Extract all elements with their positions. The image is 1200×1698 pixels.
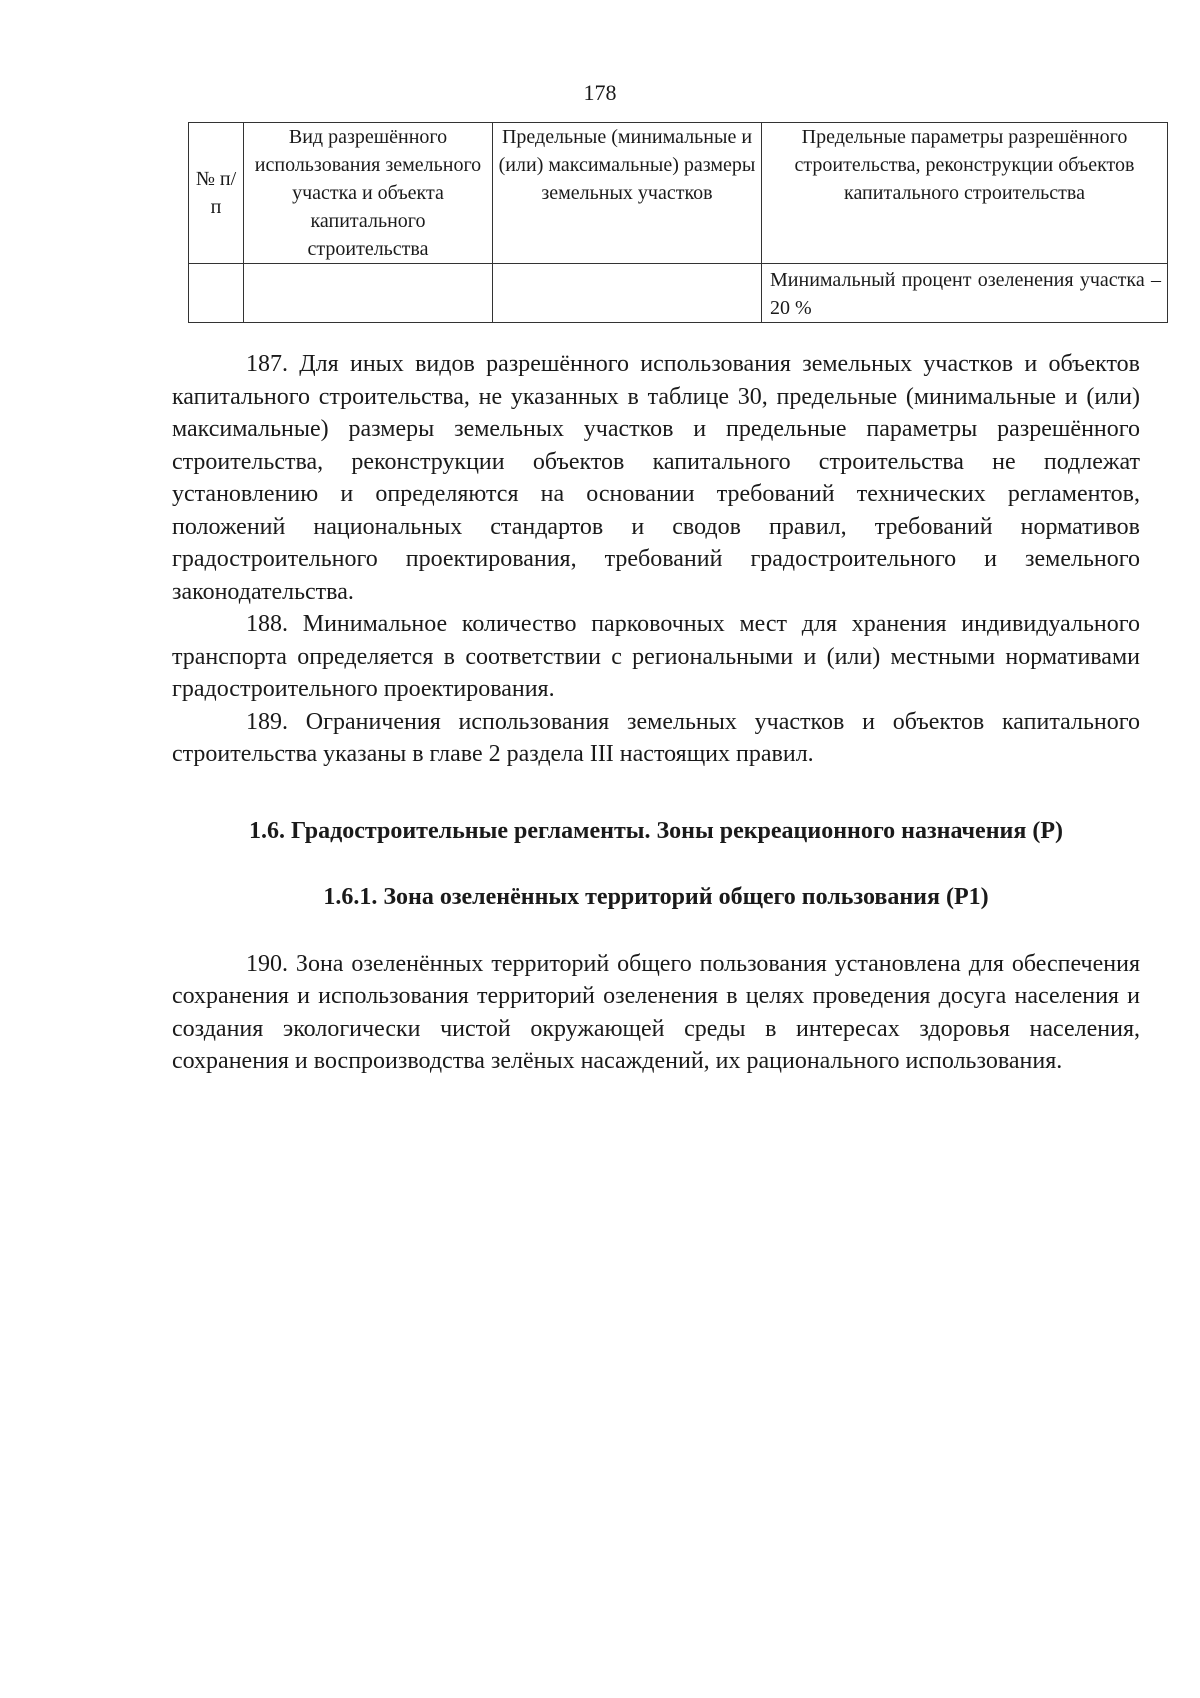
document-body	[172, 348, 1140, 1078]
page-number: 178	[583, 80, 617, 105]
table-cell	[189, 264, 244, 323]
header-plot-size-limits: Предельные (минимальные и (или) максимальные) размеры земельных участков	[493, 123, 762, 264]
header-permitted-use: Вид разрешённого использования земельного участка и объекта капитального строительства	[244, 123, 493, 264]
table-cell: Минимальный процент озеленения участка – 20 %	[762, 264, 1168, 323]
table-cell	[493, 264, 762, 323]
parameters-table	[188, 122, 1168, 323]
paragraph-187: 187. Для иных видов разрешённого использования земельных участков и объектов капитального строительства, не указанных в таблице 30, предельные (минимальные и (или) максимальные) размеры земельных участков и предельные параметры разрешённого строительства, реконструкции объектов капитального строительства не подлежат установлению и определяются на основании требований технических регламентов, положений национальных стандартов и сводов правил, требований нормативов градостроительного проектирования, требований градостроительного и земельного законодательства.	[172, 351, 1140, 605]
header-construction-parameters: Предельные параметры разрешённого строительства, реконструкции объектов капитального строительства	[762, 123, 1168, 264]
table-header-row	[189, 123, 1168, 264]
subsection-heading: 1.6.1. Зона озеленённых территорий общего пользования (Р1)	[323, 884, 989, 910]
paragraph-188: 188. Минимальное количество парковочных мест для хранения индивидуального транспорта определяется в соответствии с региональными и (или) местными нормативами градостроительного проектирования.	[172, 611, 1140, 702]
header-number: № п/п	[189, 123, 244, 264]
table-cell	[244, 264, 493, 323]
table-row	[189, 264, 1168, 323]
paragraph-190: 190. Зона озеленённых территорий общего пользования установлена для обеспечения сохранения и использования территорий озеленения в целях проведения досуга населения и создания экологически чистой окружающей среды в интересах здоровья населения, сохранения и воспроизводства зелёных насаждений, их рационального использования.	[172, 950, 1140, 1074]
paragraph-189: 189. Ограничения использования земельных участков и объектов капитального строительства указаны в главе 2 раздела III настоящих правил.	[172, 708, 1140, 767]
section-heading: 1.6. Градостроительные регламенты. Зоны рекреационного назначения (Р)	[249, 817, 1063, 844]
